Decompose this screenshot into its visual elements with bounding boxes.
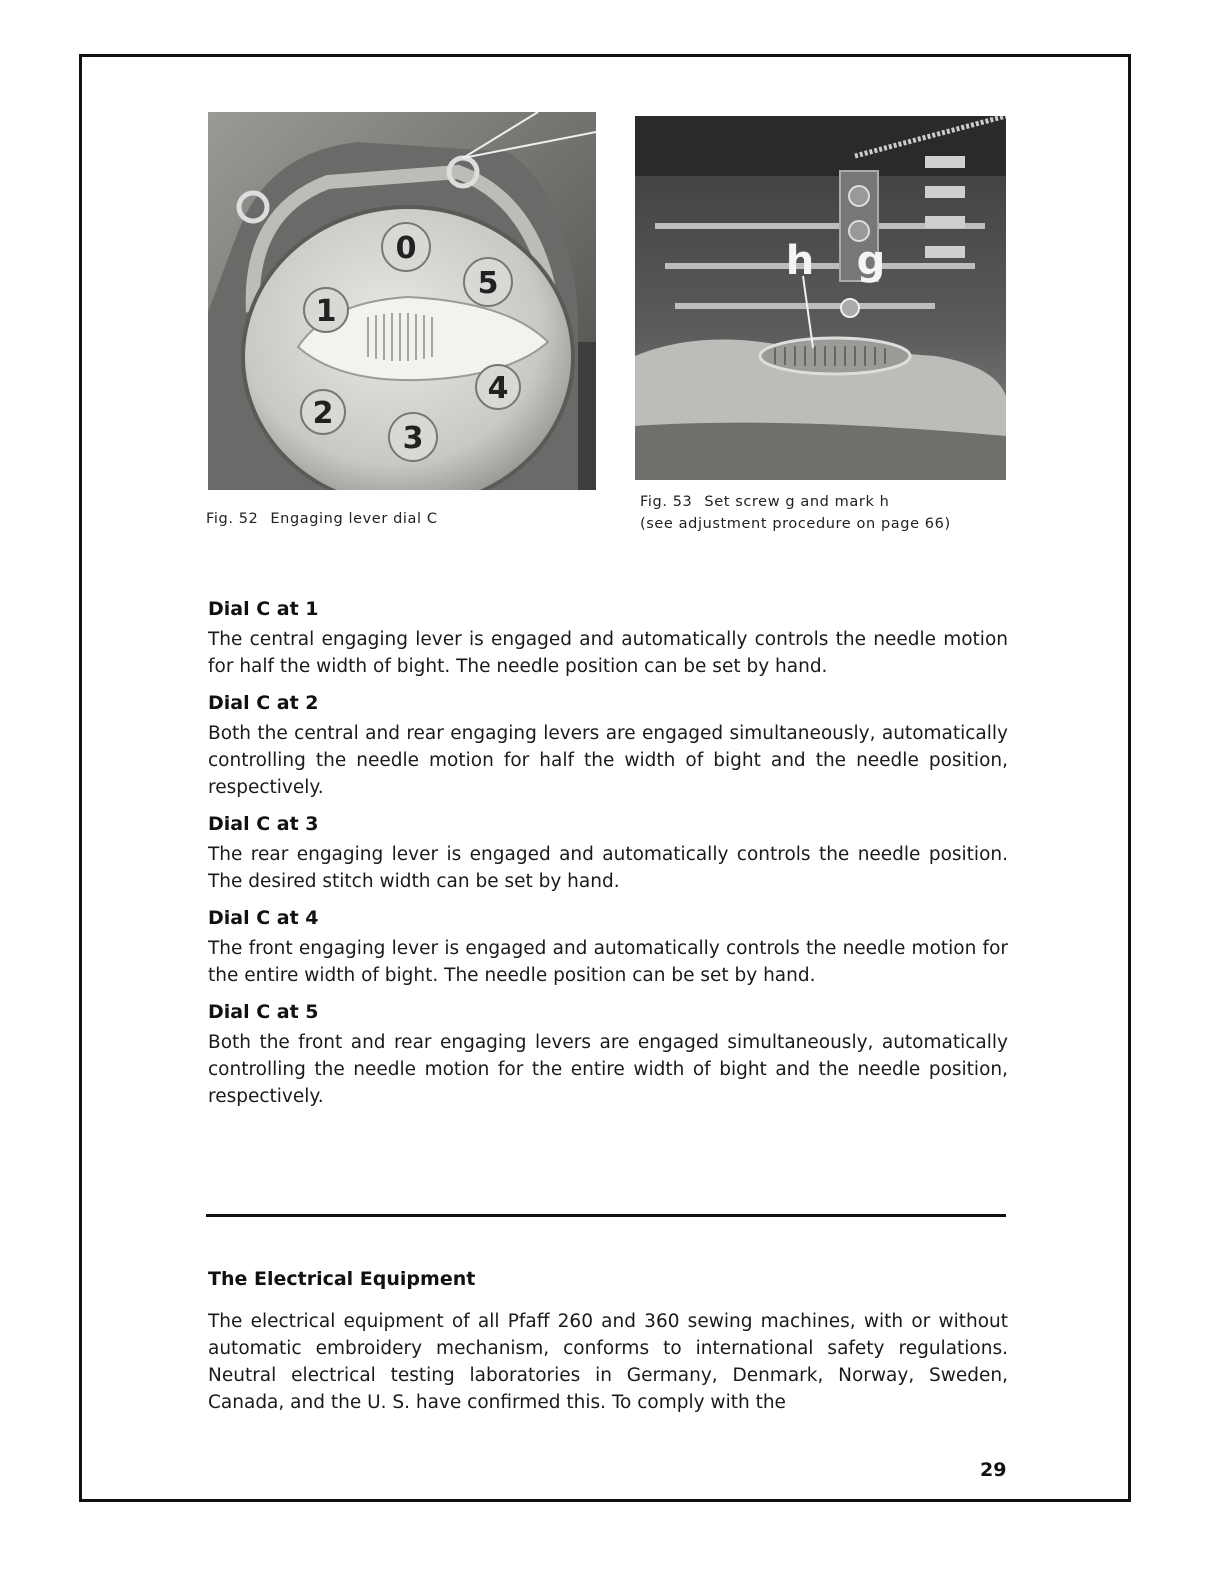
figure-52-caption	[206, 508, 438, 530]
figure-53-caption-text: Set screw g and mark h	[704, 494, 890, 510]
section-body: Both the central and rear engaging levers are engaged simultaneously, automatically controlling the needle motion for half the width of bight and the needle position, respectively.	[208, 723, 1008, 798]
section-dial-3	[208, 811, 1008, 895]
section-body: The central engaging lever is engaged and automatically controls the needle motion for half the width of bight. The needle position can be set by hand.	[208, 629, 1008, 677]
dial-settings-content	[208, 596, 1008, 1120]
figure-53-photo	[635, 116, 1006, 480]
section-dial-5	[208, 999, 1008, 1110]
label-g: g	[856, 238, 886, 284]
section-title: Dial C at 4	[208, 907, 319, 929]
section-title: Dial C at 1	[208, 598, 319, 620]
figure-53-caption	[640, 491, 951, 535]
dial-number-3: 3	[402, 421, 424, 456]
figure-52-photo	[208, 112, 596, 490]
dial-number-2: 2	[312, 396, 334, 431]
section-dial-1	[208, 596, 1008, 680]
section-body: The electrical equipment of all Pfaff 260 and 360 sewing machines, with or without automatic embroidery mechanism, conforms to international safety regulations. Neutral electrical testing laboratories in Germany, Denmark, Norway, Sweden, Canada, and the U. S. have confirmed this. To comply with the	[208, 1311, 1008, 1413]
section-title: Dial C at 5	[208, 1001, 319, 1023]
section-dial-4	[208, 905, 1008, 989]
section-title: The Electrical Equipment	[208, 1268, 476, 1290]
section-body: The front engaging lever is engaged and automatically controls the needle motion for the entire width of bight. The needle position can be set by hand.	[208, 938, 1008, 986]
dial-number-4: 4	[487, 371, 509, 406]
section-title: Dial C at 3	[208, 813, 319, 835]
figure-53-caption-note: (see adjustment procedure on page 66)	[640, 516, 951, 532]
section-divider	[206, 1214, 1006, 1217]
dial-illustration	[208, 112, 596, 490]
section-electrical-equipment	[208, 1266, 1008, 1426]
section-body: The rear engaging lever is engaged and automatically controls the needle position. The desired stitch width can be set by hand.	[208, 844, 1008, 892]
dial-number-1: 1	[315, 294, 337, 329]
label-h: h	[785, 238, 815, 284]
section-title: Dial C at 2	[208, 692, 319, 714]
section-dial-2	[208, 690, 1008, 801]
dial-number-0: 0	[395, 231, 417, 266]
figure-53-number: Fig. 53	[640, 494, 693, 510]
mechanism-illustration	[635, 116, 1006, 480]
section-body: Both the front and rear engaging levers are engaged simultaneously, automatically controlling the needle motion for the entire width of bight and the needle position, respectively.	[208, 1032, 1008, 1107]
figure-52-number: Fig. 52	[206, 511, 259, 527]
dial-number-5: 5	[477, 266, 499, 301]
figure-52-caption-text: Engaging lever dial C	[270, 511, 438, 527]
page-number: 29	[980, 1459, 1007, 1481]
